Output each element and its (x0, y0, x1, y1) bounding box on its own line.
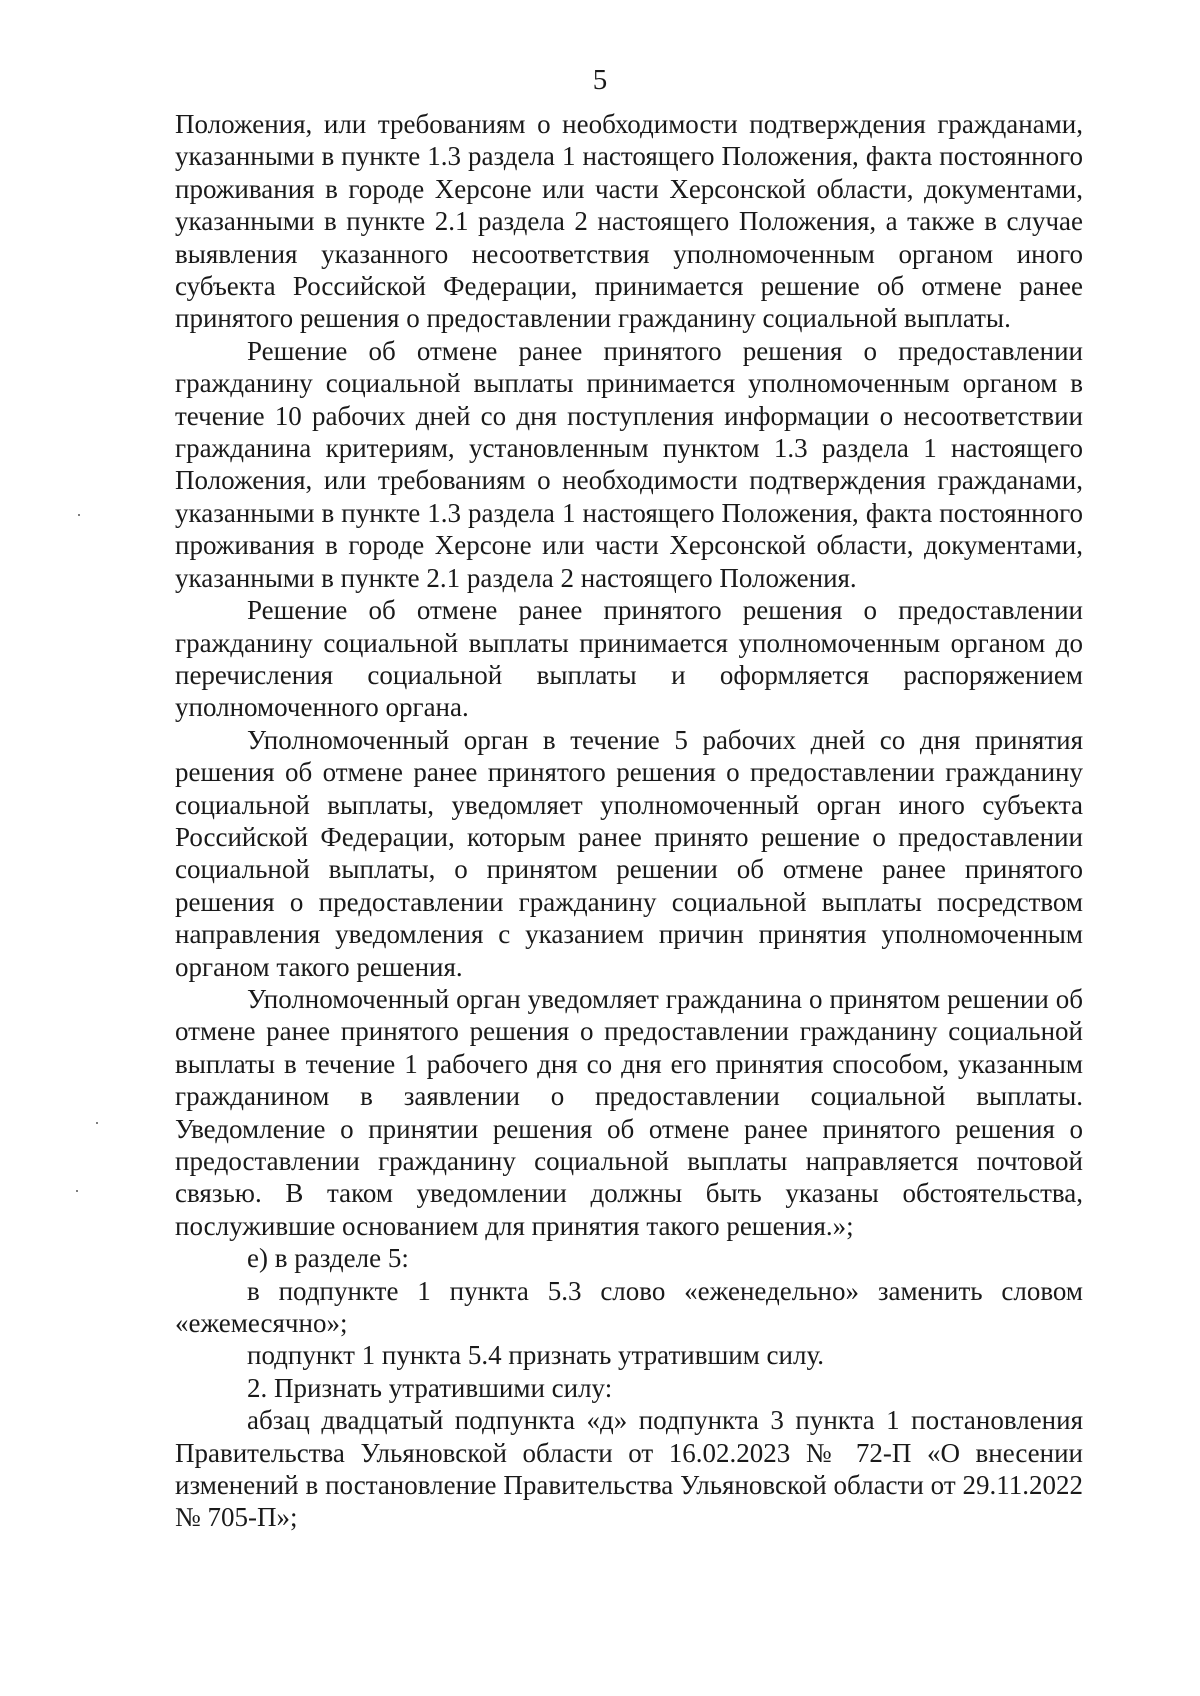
document-body (175, 108, 1083, 1534)
page-number: 5 (592, 64, 608, 96)
paragraph-repeal-item: абзац двадцатый подпункта «д» подпункта 3 пункта 1 постановления Правительства Ульяновской области от 16.02.2023 № 72-П «О внесении изменений в постановление Правительства Ульяновской области от 29.11.2022 № 705-П»; (175, 1405, 1083, 1533)
scan-speck (78, 514, 80, 516)
paragraph-notify-citizen: Уполномоченный орган уведомляет гражданина о принятом решении об отмене ранее принятого решения о предоставлении гражданину социальной выплаты в течение 1 рабочего дня со дня его принятия способом, указанным гражданином в заявлении о предоставлении социальной выплаты. Уведомление о принятии решения об отмене ранее принятого решения о предоставлении гражданину социальной выплаты направляется почтовой связью. В таком уведомлении должны быть указаны обстоятельства, послужившие основанием для принятия такого решения.»; (175, 983, 1083, 1241)
paragraph-item-5-3: в подпункте 1 пункта 5.3 слово «еженедельно» заменить словом «ежемесячно»; (175, 1275, 1083, 1339)
paragraph-notify-other-region: Уполномоченный орган в течение 5 рабочих дней со дня принятия решения об отмене ранее принятого решения о предоставлении гражданину социальной выплаты, уведомляет уполномоченный орган иного субъекта Российской Федерации, которым ранее принято решение о предоставлении социальной выплаты, о принятом решении об отмене ранее принятого решения о предоставлении гражданину социальной выплаты посредством направления уведомления с указанием причин принятия уполномоченным органом такого решения. (175, 724, 1083, 982)
scan-speck (76, 1190, 78, 1192)
paragraph-continuation: Положения, или требованиям о необходимости подтверждения гражданами, указанными в пункте 1.3 раздела 1 настоящего Положения, факта постоянного проживания в городе Херсоне или части Херсонской области, документами, указанными в пункте 2.1 раздела 2 настоящего Положения, а также в случае выявления указанного несоответствия уполномоченным органом иного субъекта Российской Федерации, принимается решение об отмене ранее принятого решения о предоставлении гражданину социальной выплаты. (175, 109, 1083, 334)
paragraph-cancellation-decision-timing: Решение об отмене ранее принятого решения о предоставлении гражданину социальной выплаты принимается уполномоченным органом в течение 10 рабочих дней со дня поступления информации о несоответствии гражданина критериям, установленным пунктом 1.3 раздела 1 настоящего Положения, или требованиям о необходимости подтверждения гражданами, указанными в пункте 1.3 раздела 1 настоящего Положения, факта постоянного проживания в городе Херсоне или части Херсонской области, документами, указанными в пункте 2.1 раздела 2 настоящего Положения. (175, 335, 1083, 593)
paragraph-repeal-heading: 2. Признать утратившими силу: (247, 1372, 613, 1403)
paragraph-item-5-4: подпункт 1 пункта 5.4 признать утратившим силу. (247, 1340, 824, 1371)
scan-speck (96, 1122, 98, 1124)
paragraph-cancellation-before-transfer: Решение об отмене ранее принятого решения о предоставлении гражданину социальной выплаты принимается уполномоченным органом до перечисления социальной выплаты и оформляется распоряжением уполномоченного органа. (175, 595, 1083, 723)
paragraph-section-5: е) в разделе 5: (247, 1243, 409, 1274)
